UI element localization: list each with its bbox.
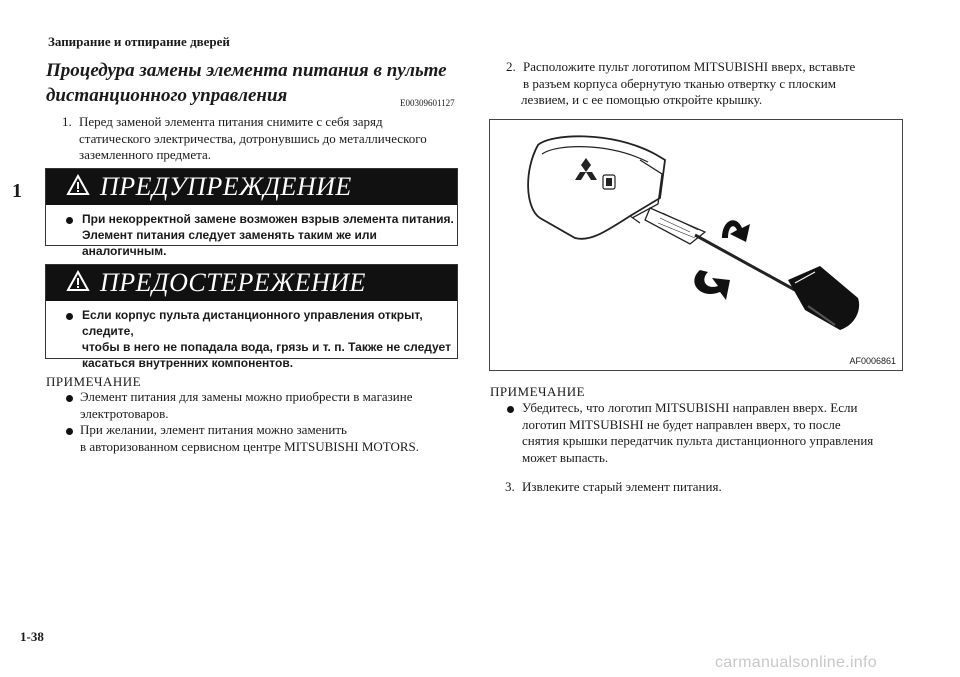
bullet-icon xyxy=(66,313,73,320)
note-title-right: ПРИМЕЧАНИЕ xyxy=(490,384,586,399)
warning-triangle-icon xyxy=(66,174,90,196)
caution-box xyxy=(45,264,458,370)
note-left-item-1 xyxy=(80,389,412,422)
note-line: в авторизованном сервисном центре MITSUBISHI MOTORS. xyxy=(80,438,420,454)
warning-line: Элемент питания следует заменять таким же или аналогичным. xyxy=(82,228,377,258)
note-right-item-1 xyxy=(522,400,873,466)
screwdriver-shaft xyxy=(695,235,795,290)
remote-screwdriver-illustration xyxy=(490,120,902,370)
figure-remote-opening xyxy=(489,119,903,371)
step-3-number: 3. xyxy=(505,479,515,494)
caution-line: чтобы в него не попадала вода, грязь и т. п. Также не следует xyxy=(82,340,451,354)
step-3 xyxy=(505,479,905,499)
caution-line: Если корпус пульта дистанционного управления открыт, следите, xyxy=(82,308,423,338)
note-left-item-2 xyxy=(80,422,419,455)
step-3-text: Извлеките старый элемент питания. xyxy=(522,479,722,494)
rotation-arrow-icon xyxy=(694,270,730,300)
note-line: Убедитесь, что логотип MITSUBISHI направлен вверх. Если xyxy=(522,400,858,415)
screwdriver-handle xyxy=(788,266,859,330)
bullet-icon xyxy=(66,428,73,435)
warning-label: ПРЕДУПРЕЖДЕНИЕ xyxy=(100,172,352,201)
bullet-icon xyxy=(66,395,73,402)
warning-text xyxy=(82,211,457,259)
step-1-number: 1. xyxy=(62,114,72,129)
warning-box xyxy=(45,168,458,258)
step-1-line: Перед заменой элемента питания снимите с себя заряд xyxy=(79,114,383,129)
caution-label: ПРЕДОСТЕРЕЖЕНИЕ xyxy=(100,268,366,297)
figure-code: AF0006861 xyxy=(849,356,896,366)
bullet-icon xyxy=(66,217,73,224)
warning-line: При некорректной замене возможен взрыв элемента питания. xyxy=(82,212,454,226)
step-1-line: статического электричества, дотронувшись до металлического xyxy=(79,130,427,146)
step-2-text xyxy=(523,59,855,109)
rotation-arrow-icon xyxy=(722,220,750,242)
step-2-line: в разъем корпуса обернутую тканью отвертку с плоским xyxy=(523,75,836,91)
step-1-text xyxy=(79,114,427,164)
warning-header xyxy=(46,169,457,205)
step-2-number: 2. xyxy=(506,59,516,74)
note-title-left: ПРИМЕЧАНИЕ xyxy=(46,374,142,389)
note-line: логотип MITSUBISHI не будет направлен вверх, то после xyxy=(522,416,841,432)
key-fob-body xyxy=(528,136,665,239)
procedure-code: E00309601127 xyxy=(400,98,455,108)
note-line: может выпасть. xyxy=(522,449,609,465)
procedure-title-line-2: дистанционного управления xyxy=(46,85,288,106)
note-line: При желании, элемент питания можно заменить xyxy=(80,422,347,437)
step-2-line: Расположите пульт логотипом MITSUBISHI вверх, вставьте xyxy=(523,59,856,74)
caution-text xyxy=(82,307,457,371)
cloth-wrap xyxy=(645,208,705,244)
note-line: электротоваров. xyxy=(80,405,169,421)
note-line: снятия крышки передатчик пульта дистанционного управления xyxy=(522,433,874,448)
chapter-number: 1 xyxy=(12,180,22,202)
step-2 xyxy=(506,59,926,109)
caution-triangle-icon xyxy=(66,270,90,292)
caution-line: касаться внутренних компонентов. xyxy=(82,356,294,370)
bullet-icon xyxy=(507,406,514,413)
caution-header xyxy=(46,265,457,301)
page-number: 1-38 xyxy=(20,629,44,644)
step-1 xyxy=(62,114,462,164)
step-1-line: заземленного предмета. xyxy=(79,147,211,162)
note-line: Элемент питания для замены можно приобрести в магазине xyxy=(80,389,413,404)
step-2-line: лезвием, и с ее помощью откройте крышку. xyxy=(521,92,763,107)
watermark: carmanualsonline.info xyxy=(715,654,877,671)
procedure-title-line-1: Процедура замены элемента питания в пульте xyxy=(46,60,447,81)
section-header: Запирание и отпирание дверей xyxy=(48,34,230,49)
